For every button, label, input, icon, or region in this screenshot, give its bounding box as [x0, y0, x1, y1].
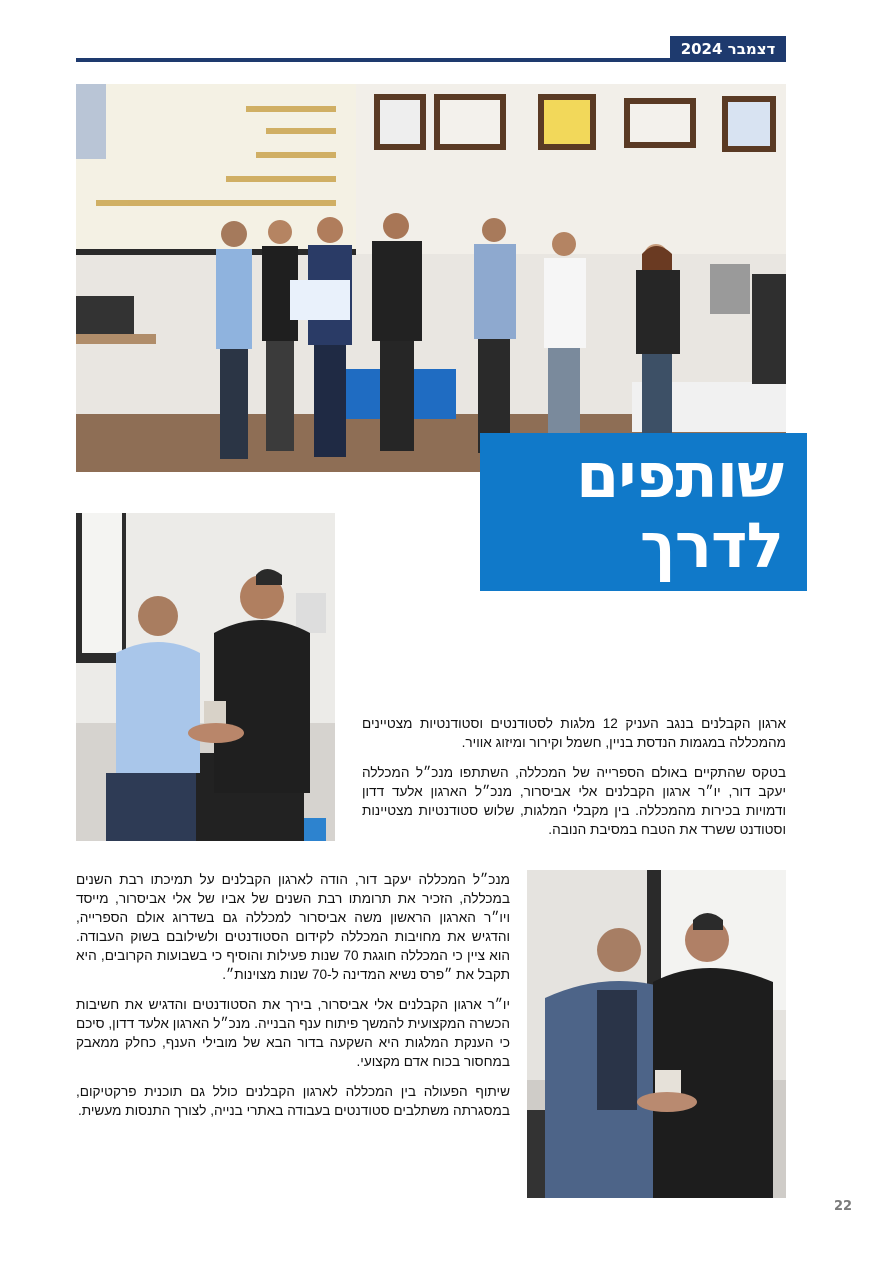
article-paragraph-3: מנכ״ל המכללה יעקב דור, הודה לארגון הקבלנים על תמיכתו רבת השנים במכללה, הזכיר את תרומתו רבת השנים של אביו של אלי אביסרור, מייסד ויו״ר הארגון הראשון משה אביסרור למכללה גם בשדרוג אולם הספרייה, והדגיש את מחויבות המכללה לקידום הסטודנטים ולשילובם בשוק העבודה. הוא ציין כי המכללה חוגגת 70 שנות פעילות והוסיף כי בשבועות הקרובים, היא תקבל את ״פרס נשיא המדינה ל-70 שנות מצוינות״.	[76, 872, 510, 982]
group-photo-illustration	[76, 84, 786, 472]
article-paragraph-2: בטקס שהתקיים באולם הספרייה של המכללה, השתתפו מנכ״ל המכללה יעקב דור, יו״ר ארגון הקבלנים אלי אביסרור, מנכ״ל הארגון אלעד דדון ודמויות בכירות מהמכללה. בין מקבלי המלגות, שלוש סטודנטיות מצטיינות וסטודנט ששרד את הטבח במסיבת הנובה.	[362, 765, 786, 837]
award-photo-right	[527, 870, 786, 1198]
article-body-column	[76, 870, 510, 1131]
group-photo	[76, 84, 786, 472]
article-paragraph-5: שיתוף הפעולה בין המכללה לארגון הקבלנים כולל גם תוכנית פרקטיקום, במסגרתה משתלבים סטודנטים בעבודה באתרי בנייה, לצורך התנסות מעשית.	[76, 1084, 510, 1118]
page-number: 22	[833, 1199, 853, 1214]
article-paragraph-4: יו״ר ארגון הקבלנים אלי אביסרור, בירך את הסטודנטים והדגיש את חשיבות הכשרה המקצועית להמשך פיתוח ענף הבנייה. מנכ״ל הארגון אלעד דדון, סיכם כי הענקת המלגות היא השקעה בדור הבא של מובילי הענף, כחלק ממאבק במחסור בכוח אדם מקצועי.	[76, 997, 510, 1069]
award-photo-illustration	[76, 513, 335, 841]
award-photo-illustration-2	[527, 870, 786, 1198]
issue-date: דצמבר 2024	[670, 36, 786, 62]
article-intro-column	[362, 714, 786, 850]
article-title	[480, 433, 807, 591]
title-line-2: לדרך	[639, 509, 783, 582]
title-line-1: שותפים	[576, 439, 783, 512]
article-intro: ארגון הקבלנים בנגב העניק 12 מלגות לסטודנטים וסטודנטיות מצטיינים מהמכללה במגמות הנדסת בניין, חשמל וקירור ומיזוג אוויר.	[362, 716, 786, 750]
award-photo-left	[76, 513, 335, 841]
